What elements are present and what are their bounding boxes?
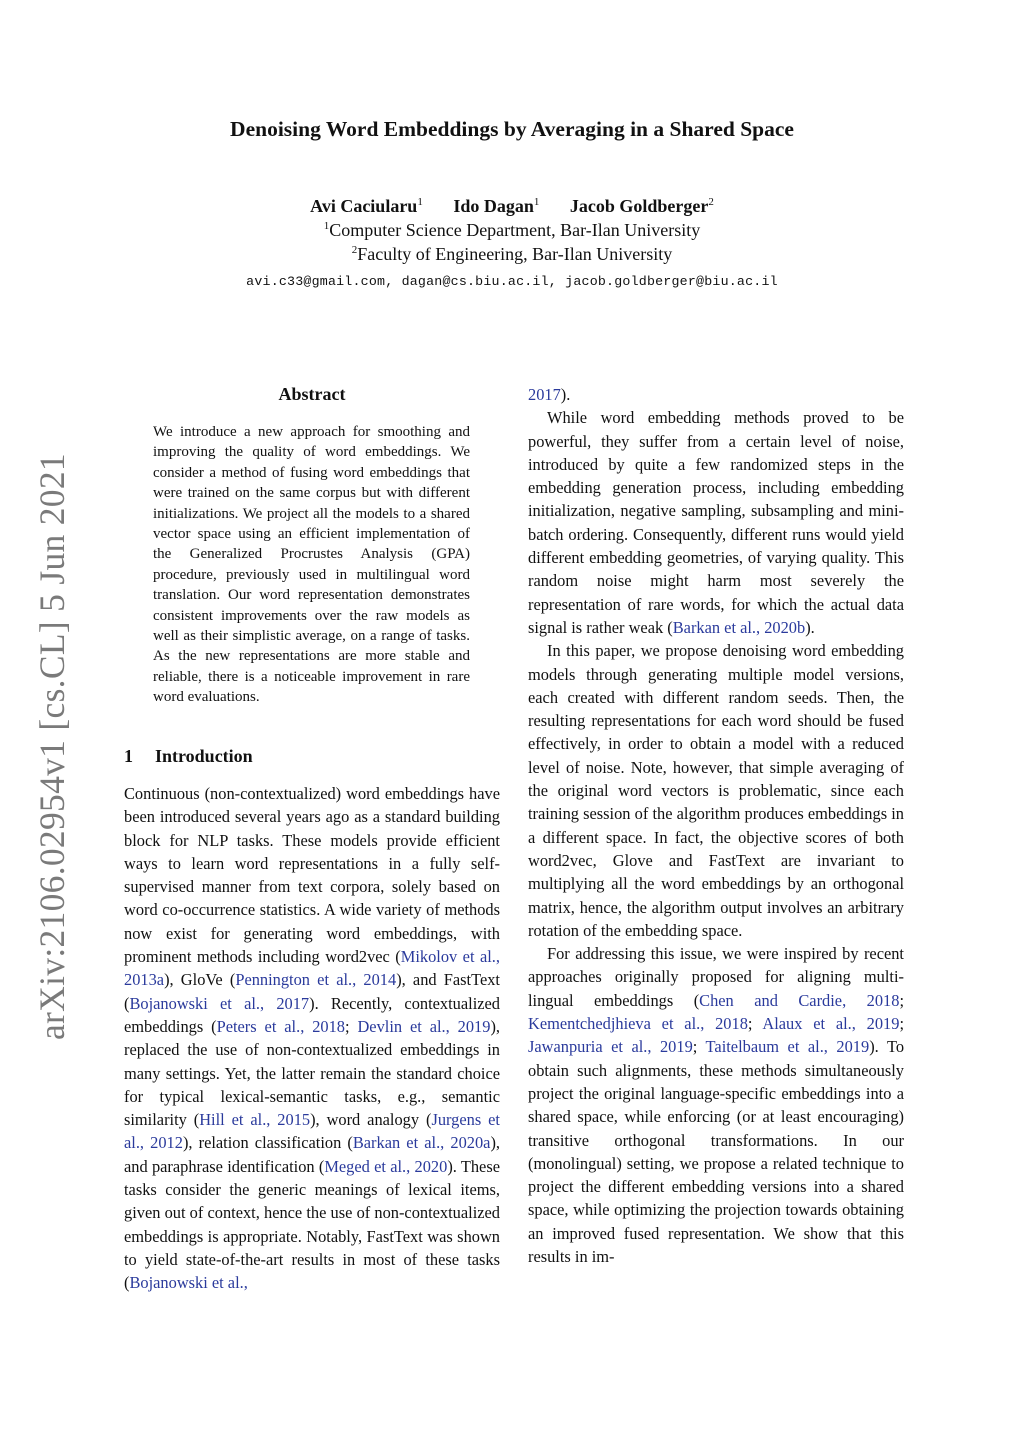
citation-link[interactable]: Barkan et al., 2020a [352, 1133, 491, 1153]
paper-title: Denoising Word Embeddings by Averaging in a Shared Space [230, 117, 794, 141]
citation-link[interactable]: Chen and Cardie, 2018 [699, 990, 900, 1010]
left-column [124, 782, 500, 1295]
citation-link[interactable]: Bojanowski et al., 2017 [129, 993, 310, 1013]
citation-link[interactable]: Alaux et al., 2019 [762, 1014, 900, 1034]
abstract-heading: Abstract [278, 384, 346, 404]
paragraph: Continuous (non-contextualized) word embeddings have been introduced several years ago as a standard building block for NLP tasks. These models provide efficient ways to learn word representations in a fully self-supervised manner from text corpora, solely based on word co-occurrence statistics. A wide variety of methods now exist for generating word embeddings, with prominent methods including word2vec (Mikolov et al., 2013a), GloVe (Pennington et al., 2014), and FastText (Bojanowski et al., 2017). Recently, contextualized embeddings (Peters et al., 2018; Devlin et al., 2019), replaced the use of non-contextualized embeddings in many settings. Yet, the latter remain the standard choice for typical lexical-semantic tasks, e.g., semantic similarity (Hill et al., 2015), word analogy (Jurgens et al., 2012), relation classification (Barkan et al., 2020a), and paraphrase identification (Meged et al., 2020). These tasks consider the generic meanings of lexical items, given out of context, hence the use of non-contextualized embeddings is appropriate. Notably, FastText was shown to yield state-of-the-art results in most of these tasks (Bojanowski et al., [124, 784, 501, 1293]
author-list [0, 196, 1024, 217]
citation-link[interactable]: Hill et al., 2015 [199, 1110, 311, 1130]
author: Avi Caciularu$^1$ [310, 196, 423, 216]
affiliation: $^2$Faculty of Engineering, Bar-Ilan University [351, 244, 673, 264]
section-heading: 1 Introduction [124, 746, 253, 766]
author: Jacob Goldberger$^2$ [569, 196, 714, 216]
citation-link[interactable]: Pennington et al., 2014 [235, 970, 397, 990]
citation-link[interactable]: Mikolov et al., 2013a [124, 947, 500, 990]
paragraph-continuation: 2017). [528, 385, 571, 404]
citation-link[interactable]: Taitelbaum et al., 2019 [705, 1037, 870, 1057]
citation-link[interactable]: Jurgens et al., 2012 [124, 1110, 500, 1153]
citation-link[interactable]: Barkan et al., 2020b [672, 617, 806, 637]
citation-link[interactable]: Bojanowski et al., [129, 1273, 248, 1293]
affiliation: $^1$Computer Science Department, Bar-Ilan University [323, 220, 701, 240]
citation-link[interactable]: Jawanpuria et al., 2019 [528, 1037, 693, 1057]
author: Ido Dagan$^1$ [453, 196, 540, 216]
citation-link[interactable]: Meged et al., 2020 [324, 1156, 448, 1176]
arxiv-identifier: arXiv:2106.02954v1 [cs.CL] 5 Jun 2021 [32, 453, 72, 1040]
citation-link[interactable]: Devlin et al., 2019 [357, 1016, 491, 1036]
paragraph: In this paper, we propose denoising word embedding models through generating multiple model versions, each created with different random seeds. Then, the resulting representations for each word should be fused effectively, in order to obtain a model with a reduced level of noise. Note, however, that simple averaging of the original word vectors is problematic, since each training session of the algorithm produces embeddings in a different space. In fact, the objective scores of both word2vec, Glove and FastText are invariant to multiplying all the word embeddings by an orthogonal matrix, hence, the algorithm output involves an arbitrary rotation of the embedding space. [528, 641, 904, 940]
citation-link[interactable]: Peters et al., 2018 [216, 1016, 345, 1036]
paragraph: While word embedding methods proved to be powerful, they suffer from a certain level of noise, introduced by quite a few randomized steps in the embedding generation process, including embedding initialization, negative sampling, subsampling and mini-batch ordering. Consequently, different runs would yield different embedding geometries, of varying quality. This random noise might harm most severely the representation of rare words, for which the actual data signal is rather weak (Barkan et al., 2020b). [528, 408, 904, 637]
citation-link[interactable]: 2017 [528, 385, 561, 404]
abstract-text: We introduce a new approach for smoothing and improving the quality of word embeddings. We consider a method of fusing word embeddings that were trained on the same corpus but with different initializations. We project all the models to a shared vector space using an efficient implementation of the Generalized Procrustes Analysis (GPA) procedure, previously used in multilingual word translation. Our word representation demonstrates consistent improvements over the raw models as well as their simplistic average, on a range of tasks. As the new representations are more stable and reliable, there is a noticeable improvement in rare word evaluations. [153, 424, 470, 706]
citation-link[interactable]: Kementchedjhieva et al., 2018 [528, 1014, 748, 1034]
author-emails: avi.c33@gmail.com, dagan@cs.biu.ac.il, jacob.goldberger@biu.ac.il [246, 274, 778, 289]
paragraph: For addressing this issue, we were inspired by recent approaches originally proposed for aligning multi-lingual embeddings (Chen and Cardie, 2018; Kementchedjhieva et al., 2018; Alaux et al., 2019; Jawanpuria et al., 2019; Taitelbaum et al., 2019). To obtain such alignments, these methods simultaneously project the original language-specific embeddings into a shared space, while enforcing (or at least encouraging) transitive orthogonal transformations. In our (monolingual) setting, we propose a related technique to project the different embedding versions into a shared space, while optimizing the projection towards obtaining an improved fused representation. We show that this results in im- [528, 944, 905, 1266]
right-column [528, 383, 904, 1268]
